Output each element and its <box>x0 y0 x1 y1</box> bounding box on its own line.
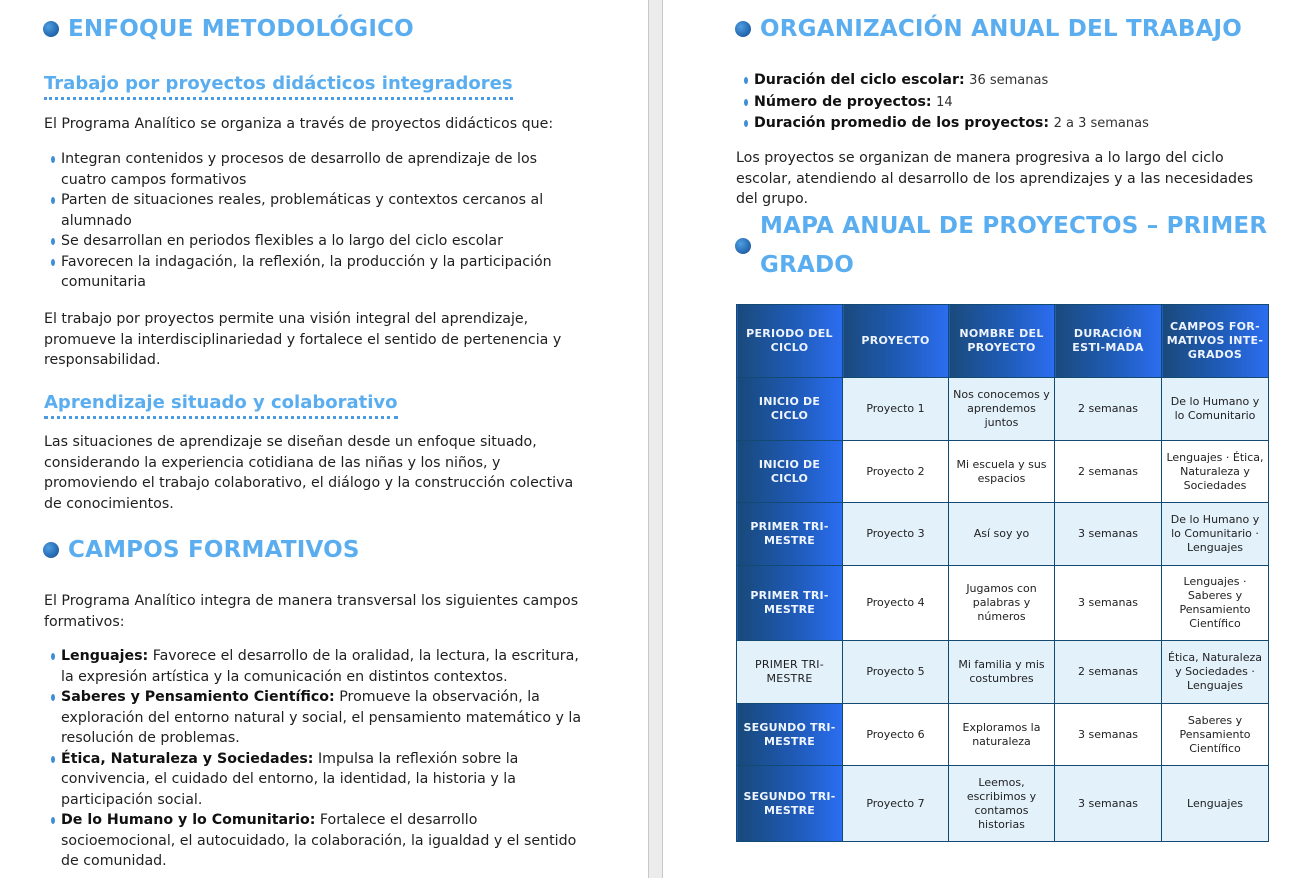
table-row <box>737 766 1269 842</box>
bullet-circle-icon <box>735 21 751 37</box>
cell-duration: 2 semanas <box>1055 641 1162 704</box>
section-heading-mapa-anual: MAPA ANUAL DE PROYECTOS – PRIMER GRADO <box>735 207 1267 285</box>
column-header-duration: DURACIÓN ESTI-MADA <box>1055 305 1162 378</box>
cell-duration: 3 semanas <box>1055 704 1162 766</box>
field-description: Promueve la observación, la exploración del entorno natural y social, el pensamiento matemático y la resolución de problemas. <box>61 689 582 746</box>
bullet-circle-icon <box>735 238 751 254</box>
cell-project: Proyecto 5 <box>843 641 949 704</box>
table-row <box>737 378 1269 441</box>
cell-period: PRIMER TRI-MESTRE <box>737 566 843 641</box>
cell-project: Proyecto 2 <box>843 441 949 503</box>
field-term: De lo Humano y lo Comunitario: <box>61 812 316 828</box>
field-description: Favorece el desarrollo de la oralidad, la lectura, la escritura, la expresión artística y la comunicación en distintos contextos. <box>61 648 579 685</box>
cell-fields: Saberes y Pensamiento Científico <box>1162 704 1269 766</box>
cell-name: Leemos, escribimos y contamos historias <box>949 766 1055 842</box>
cell-duration: 3 semanas <box>1055 766 1162 842</box>
bullet-circle-icon <box>43 542 59 558</box>
list-item: Integran contenidos y procesos de desarrollo de aprendizaje de los cuatro campos formativos <box>44 149 584 190</box>
table-header-row <box>737 305 1269 378</box>
fact-label: Duración del ciclo escolar: <box>754 72 965 88</box>
field-term: Saberes y Pensamiento Científico: <box>61 689 335 705</box>
list-item <box>737 113 1257 135</box>
project-features-list <box>44 149 584 293</box>
cell-period: SEGUNDO TRI-MESTRE <box>737 704 843 766</box>
list-item: Favorecen la indagación, la reflexión, la producción y la participación comunitaria <box>44 252 584 293</box>
list-item <box>44 810 584 872</box>
cell-project: Proyecto 1 <box>843 378 949 441</box>
list-item: Parten de situaciones reales, problemáticas y contextos cercanos al alumnado <box>44 190 584 231</box>
campos-list <box>44 646 584 872</box>
fact-label: Duración promedio de los proyectos: <box>754 115 1050 131</box>
cell-fields: De lo Humano y lo Comunitario <box>1162 378 1269 441</box>
fact-value: 2 a 3 semanas <box>1053 116 1149 131</box>
cell-name: Mi escuela y sus espacios <box>949 441 1055 503</box>
cell-name: Exploramos la naturaleza <box>949 704 1055 766</box>
cell-fields: Lenguajes · Saberes y Pensamiento Científico <box>1162 566 1269 641</box>
field-description: Fortalece el desarrollo socioemocional, el autocuidado, la colaboración, la igualdad y el sentido de comunidad. <box>61 812 577 869</box>
cell-fields: Ética, Naturaleza y Sociedades · Lenguajes <box>1162 641 1269 704</box>
cell-duration: 2 semanas <box>1055 378 1162 441</box>
table-row <box>737 566 1269 641</box>
cell-period: PRIMER TRI-MESTRE <box>737 641 843 704</box>
campos-intro-paragraph: El Programa Analítico integra de manera transversal los siguientes campos formativos: <box>44 593 579 630</box>
cell-fields: Lenguajes <box>1162 766 1269 842</box>
table-row <box>737 441 1269 503</box>
annual-facts-list <box>737 70 1257 135</box>
list-item <box>44 749 584 811</box>
table-row <box>737 704 1269 766</box>
section-heading-campos: CAMPOS FORMATIVOS <box>43 537 360 563</box>
cell-project: Proyecto 3 <box>843 503 949 566</box>
subheading-aprendizaje-situado: Aprendizaje situado y colaborativo <box>44 392 398 419</box>
bullet-circle-icon <box>43 21 59 37</box>
fact-label: Número de proyectos: <box>754 93 932 110</box>
cell-name: Así soy yo <box>949 503 1055 566</box>
page-gutter <box>648 0 663 878</box>
list-item <box>737 92 1257 114</box>
list-item <box>44 646 584 687</box>
situated-learning-paragraph: Las situaciones de aprendizaje se diseñan desde un enfoque situado, considerando la experiencia cotidiana de las niñas y los niños, y promoviendo el trabajo colaborativo, el diálogo y la construcción colectiva de conocimientos. <box>44 434 574 512</box>
annual-organization-paragraph: Los proyectos se organizan de manera progresiva a lo largo del ciclo escolar, atendiendo al desarrollo de los aprendizajes y a las necesidades del grupo. <box>736 150 1254 207</box>
cell-name: Jugamos con palabras y números <box>949 566 1055 641</box>
field-term: Ética, Naturaleza y Sociedades: <box>61 750 314 767</box>
subheading-trabajo-proyectos: Trabajo por proyectos didácticos integradores <box>44 73 513 100</box>
table-row <box>737 641 1269 704</box>
cell-name: Nos conocemos y aprendemos juntos <box>949 378 1055 441</box>
list-item <box>44 687 584 749</box>
cell-fields: Lenguajes · Ética, Naturaleza y Sociedades <box>1162 441 1269 503</box>
section-heading-organizacion: ORGANIZACIÓN ANUAL DEL TRABAJO <box>735 16 1242 42</box>
column-header-project: PROYECTO <box>843 305 949 378</box>
project-map-table <box>736 304 1269 842</box>
fact-value: 14 <box>936 94 953 110</box>
cell-project: Proyecto 4 <box>843 566 949 641</box>
column-header-name: NOMBRE DEL PROYECTO <box>949 305 1055 378</box>
section-heading-enfoque: ENFOQUE METODOLÓGICO <box>43 16 414 42</box>
list-item: Se desarrollan en periodos flexibles a lo largo del ciclo escolar <box>44 231 584 252</box>
cell-name: Mi familia y mis costumbres <box>949 641 1055 704</box>
fact-value: 36 semanas <box>969 73 1049 88</box>
column-header-period: PERIODO DEL CICLO <box>737 305 843 378</box>
list-item <box>737 70 1257 92</box>
cell-fields: De lo Humano y lo Comunitario · Lenguajes <box>1162 503 1269 566</box>
table-row <box>737 503 1269 566</box>
cell-duration: 3 semanas <box>1055 503 1162 566</box>
cell-period: SEGUNDO TRI-MESTRE <box>737 766 843 842</box>
cell-period: INICIO DE CICLO <box>737 441 843 503</box>
cell-duration: 2 semanas <box>1055 441 1162 503</box>
cell-project: Proyecto 6 <box>843 704 949 766</box>
cell-duration: 3 semanas <box>1055 566 1162 641</box>
field-term: Lenguajes: <box>61 648 149 664</box>
cell-period: PRIMER TRI-MESTRE <box>737 503 843 566</box>
field-description: Impulsa la reflexión sobre la convivencia, el cuidado del entorno, la identidad, la historia y la participación social. <box>61 750 519 808</box>
cell-project: Proyecto 7 <box>843 766 949 842</box>
projects-closing-paragraph: El trabajo por proyectos permite una visión integral del aprendizaje, promueve la interdisciplinariedad y fortalece el sentido de pertenencia y responsabilidad. <box>44 311 562 368</box>
cell-period: INICIO DE CICLO <box>737 378 843 441</box>
intro-paragraph: El Programa Analítico se organiza a través de proyectos didácticos que: <box>44 116 554 132</box>
column-header-fields: CAMPOS FOR-MATIVOS INTE-GRADOS <box>1162 305 1269 378</box>
